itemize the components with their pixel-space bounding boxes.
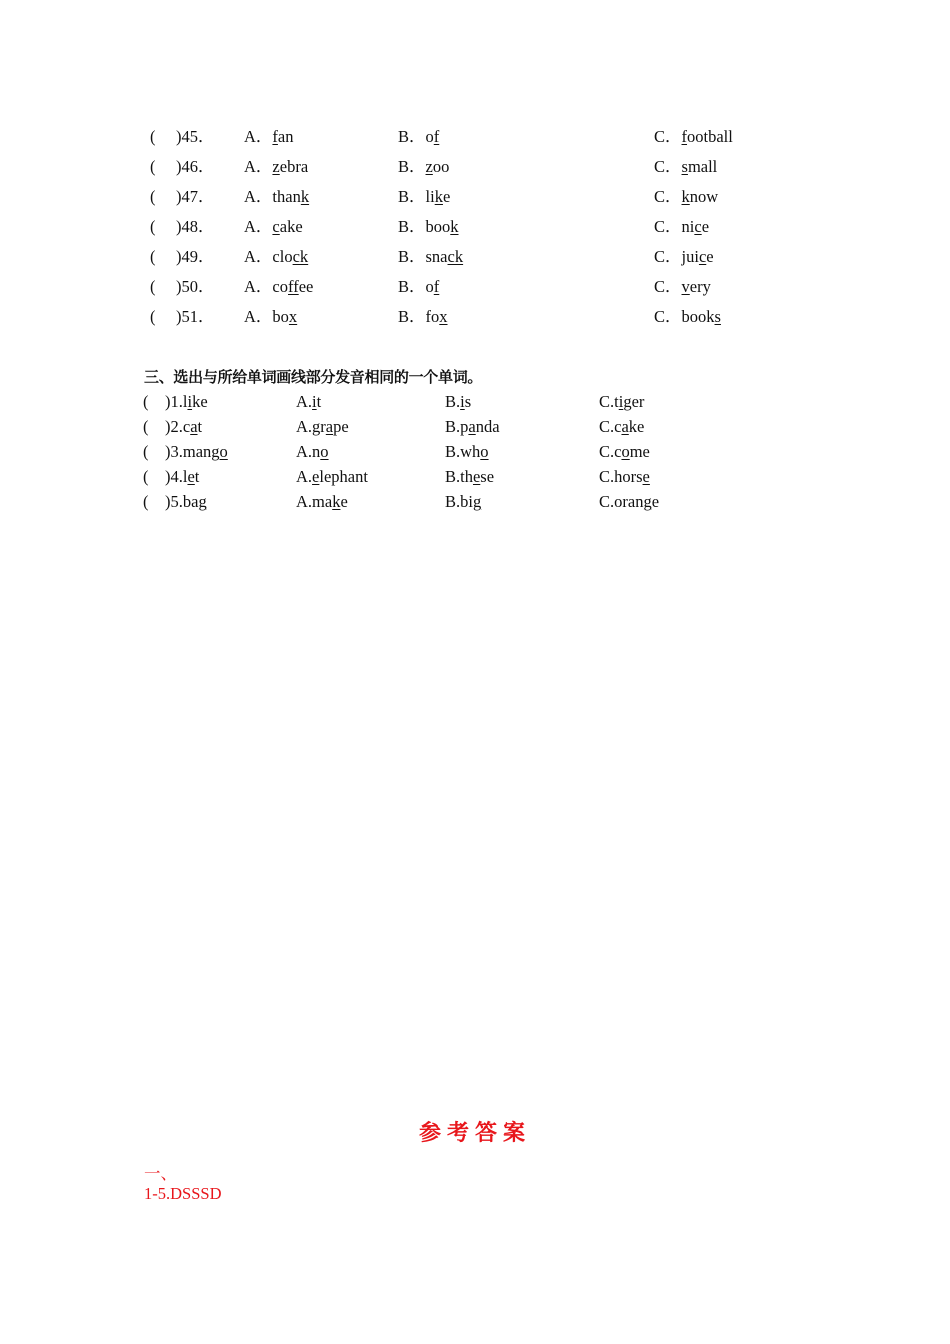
answer-section-label: 一、	[144, 1164, 177, 1183]
question-number: )50．	[176, 277, 215, 296]
answer-blank[interactable]: (	[150, 307, 156, 326]
option-b: B．book	[398, 217, 459, 236]
option-b: B．of	[398, 127, 440, 146]
option-c: C．small	[654, 157, 718, 176]
question-stem: )2.cat	[165, 417, 203, 436]
option-a: A．thank	[244, 187, 310, 206]
question-number: )45．	[176, 127, 215, 146]
option-a: A．cake	[244, 217, 303, 236]
answer-blank[interactable]: (	[150, 127, 156, 146]
option-a: A.elephant	[296, 467, 368, 486]
option-b: B.who	[445, 442, 489, 461]
section-3-title: 三、选出与所给单词画线部分发音相同的一个单词。	[144, 368, 483, 386]
option-a: A．fan	[244, 127, 294, 146]
option-a: A.no	[296, 442, 329, 461]
option-a: A．box	[244, 307, 298, 326]
option-c: C.tiger	[599, 392, 645, 411]
answer-key-title: 参考答案	[418, 1121, 531, 1146]
option-b: B.these	[445, 467, 495, 486]
option-c: C．nice	[654, 217, 710, 236]
option-a: A．coffee	[244, 277, 314, 296]
question-number: )49．	[176, 247, 215, 266]
option-a: A.make	[296, 492, 348, 511]
option-c: C．know	[654, 187, 719, 206]
answer-blank[interactable]: (	[143, 492, 149, 511]
question-stem: )1.like	[165, 392, 208, 411]
answer-blank[interactable]: (	[150, 277, 156, 296]
answer-blank[interactable]: (	[150, 217, 156, 236]
option-a: A.grape	[296, 417, 349, 436]
answer-blank[interactable]: (	[143, 442, 149, 461]
option-b: B．snack	[398, 247, 464, 266]
option-c: C．very	[654, 277, 711, 296]
option-a: A.it	[296, 392, 322, 411]
answer-blank[interactable]: (	[143, 392, 149, 411]
answer-blank[interactable]: (	[150, 187, 156, 206]
question-stem: )5.bag	[165, 492, 207, 511]
option-c: C．football	[654, 127, 733, 146]
option-b: B.big	[445, 492, 482, 511]
option-c: C.come	[599, 442, 650, 461]
option-c: C．books	[654, 307, 721, 326]
answer-blank[interactable]: (	[143, 467, 149, 486]
question-stem: )4.let	[165, 467, 200, 486]
option-b: B.panda	[445, 417, 500, 436]
option-a: A．clock	[244, 247, 309, 266]
answer-blank[interactable]: (	[150, 247, 156, 266]
option-c: C.orange	[599, 492, 660, 511]
question-number: )46．	[176, 157, 215, 176]
option-b: B.is	[445, 392, 472, 411]
option-c: C.horse	[599, 467, 650, 486]
option-b: B．of	[398, 277, 440, 296]
answer-line-1-5: 1-5.DSSSD	[144, 1184, 222, 1203]
option-b: B．like	[398, 187, 451, 206]
question-number: )51．	[176, 307, 215, 326]
question-number: )47．	[176, 187, 215, 206]
question-stem: )3.mango	[165, 442, 228, 461]
option-c: C．juice	[654, 247, 714, 266]
option-b: B．fox	[398, 307, 448, 326]
answer-blank[interactable]: (	[150, 157, 156, 176]
answer-blank[interactable]: (	[143, 417, 149, 436]
option-b: B．zoo	[398, 157, 450, 176]
option-a: A．zebra	[244, 157, 309, 176]
question-number: )48．	[176, 217, 215, 236]
option-c: C.cake	[599, 417, 645, 436]
